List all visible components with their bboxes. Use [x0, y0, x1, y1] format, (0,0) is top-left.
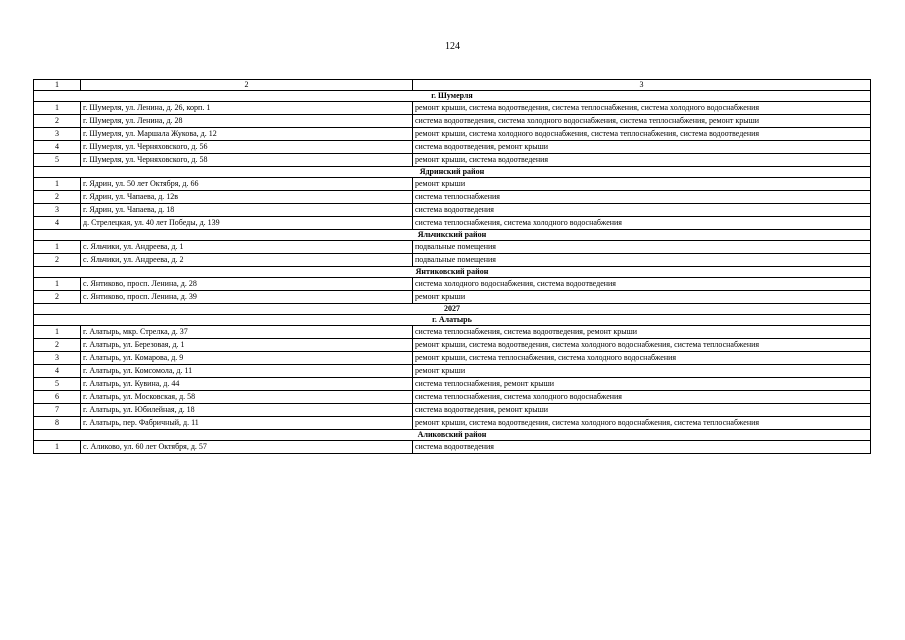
row-number: 2	[34, 339, 81, 352]
row-number: 4	[34, 141, 81, 154]
row-address: г. Ядрин, ул. Чапаева, д. 18	[81, 204, 413, 217]
row-works: ремонт крыши, система водоотведения, система холодного водоснабжения, система теплоснабжения	[413, 417, 871, 430]
table-row	[34, 191, 871, 204]
row-works: система водоотведения, система холодного водоснабжения, система теплоснабжения, ремонт крыши	[413, 115, 871, 128]
row-address: г. Алатырь, ул. Комарова, д. 9	[81, 352, 413, 365]
table-row	[34, 378, 871, 391]
table-row	[34, 352, 871, 365]
table-row	[34, 441, 871, 454]
header-col-works: 3	[413, 80, 871, 91]
row-number: 3	[34, 204, 81, 217]
row-address: г. Шумерля, ул. Черняховского, д. 56	[81, 141, 413, 154]
row-works: система теплоснабжения, ремонт крыши	[413, 378, 871, 391]
table-row	[34, 178, 871, 191]
row-works: система теплоснабжения, система водоотведения, ремонт крыши	[413, 326, 871, 339]
table-row	[34, 391, 871, 404]
row-address: с. Янтиково, просп. Ленина, д. 28	[81, 278, 413, 291]
row-works: система водоотведения, ремонт крыши	[413, 404, 871, 417]
row-number: 2	[34, 191, 81, 204]
row-works: ремонт крыши, система холодного водоснабжения, система теплоснабжения, система водоотведения	[413, 128, 871, 141]
row-works: система водоотведения	[413, 204, 871, 217]
row-works: система водоотведения	[413, 441, 871, 454]
table-row	[34, 254, 871, 267]
section-title: Янтиковский район	[34, 267, 871, 278]
row-address: г. Алатырь, ул. Комсомола, д. 11	[81, 365, 413, 378]
row-address: г. Ядрин, ул. 50 лет Октября, д. 66	[81, 178, 413, 191]
table-row	[34, 217, 871, 230]
section-row	[34, 304, 871, 315]
row-number: 3	[34, 128, 81, 141]
header-col-address: 2	[81, 80, 413, 91]
section-row	[34, 315, 871, 326]
row-works: ремонт крыши, система водоотведения, система теплоснабжения, система холодного водоснабжения	[413, 102, 871, 115]
row-number: 8	[34, 417, 81, 430]
row-works: подвальные помещения	[413, 254, 871, 267]
row-number: 1	[34, 102, 81, 115]
row-number: 1	[34, 278, 81, 291]
row-works: система теплоснабжения, система холодного водоснабжения	[413, 217, 871, 230]
row-address: г. Алатырь, ул. Кувина, д. 44	[81, 378, 413, 391]
row-address: г. Алатырь, пер. Фабричный, д. 11	[81, 417, 413, 430]
row-number: 7	[34, 404, 81, 417]
section-title: Аликовский район	[34, 430, 871, 441]
section-title: г. Шумерля	[34, 91, 871, 102]
row-works: ремонт крыши	[413, 365, 871, 378]
row-works: система теплоснабжения, система холодного водоснабжения	[413, 391, 871, 404]
row-number: 1	[34, 326, 81, 339]
row-number: 4	[34, 365, 81, 378]
row-works: ремонт крыши, система водоотведения, система холодного водоснабжения, система теплоснабжения	[413, 339, 871, 352]
table-row	[34, 404, 871, 417]
row-number: 1	[34, 241, 81, 254]
page-number: 124	[445, 41, 460, 52]
row-address: д. Стрелецкая, ул. 40 лет Победы, д. 139	[81, 217, 413, 230]
table-row	[34, 141, 871, 154]
row-number: 5	[34, 378, 81, 391]
row-address: г. Шумерля, ул. Маршала Жукова, д. 12	[81, 128, 413, 141]
table-row	[34, 417, 871, 430]
row-address: г. Шумерля, ул. Ленина, д. 26, корп. 1	[81, 102, 413, 115]
row-works: ремонт крыши, система теплоснабжения, система холодного водоснабжения	[413, 352, 871, 365]
section-row	[34, 91, 871, 102]
table-row	[34, 154, 871, 167]
table-row	[34, 278, 871, 291]
row-address: с. Яльчики, ул. Андреева, д. 2	[81, 254, 413, 267]
row-address: г. Алатырь, мкр. Стрелка, д. 37	[81, 326, 413, 339]
row-address: с. Яльчики, ул. Андреева, д. 1	[81, 241, 413, 254]
section-row	[34, 230, 871, 241]
row-address: г. Алатырь, ул. Березовая, д. 1	[81, 339, 413, 352]
table-row	[34, 339, 871, 352]
table-row	[34, 365, 871, 378]
row-works: ремонт крыши	[413, 178, 871, 191]
table-row	[34, 115, 871, 128]
works-table	[33, 79, 871, 454]
row-number: 3	[34, 352, 81, 365]
row-address: г. Шумерля, ул. Черняховского, д. 58	[81, 154, 413, 167]
table-row	[34, 241, 871, 254]
row-address: с. Аликово, ул. 60 лет Октября, д. 57	[81, 441, 413, 454]
table-row	[34, 102, 871, 115]
row-number: 4	[34, 217, 81, 230]
row-number: 2	[34, 291, 81, 304]
table-row	[34, 326, 871, 339]
row-works: ремонт крыши, система водоотведения	[413, 154, 871, 167]
row-works: система холодного водоснабжения, система водоотведения	[413, 278, 871, 291]
table-row	[34, 291, 871, 304]
row-works: система теплоснабжения	[413, 191, 871, 204]
table-row	[34, 128, 871, 141]
section-row	[34, 430, 871, 441]
section-row	[34, 267, 871, 278]
table-header-row	[34, 80, 871, 91]
row-number: 2	[34, 115, 81, 128]
row-address: г. Алатырь, ул. Московская, д. 58	[81, 391, 413, 404]
row-address: г. Ядрин, ул. Чапаева, д. 12в	[81, 191, 413, 204]
section-title: Яльчикский район	[34, 230, 871, 241]
section-row	[34, 167, 871, 178]
row-works: система водоотведения, ремонт крыши	[413, 141, 871, 154]
row-address: г. Шумерля, ул. Ленина, д. 28	[81, 115, 413, 128]
row-number: 2	[34, 254, 81, 267]
section-title: г. Алатырь	[34, 315, 871, 326]
table-row	[34, 204, 871, 217]
section-title: Ядринский район	[34, 167, 871, 178]
row-address: с. Янтиково, просп. Ленина, д. 39	[81, 291, 413, 304]
row-works: ремонт крыши	[413, 291, 871, 304]
row-number: 1	[34, 178, 81, 191]
table-body	[34, 80, 871, 454]
row-number: 5	[34, 154, 81, 167]
row-number: 1	[34, 441, 81, 454]
row-number: 6	[34, 391, 81, 404]
row-works: подвальные помещения	[413, 241, 871, 254]
row-address: г. Алатырь, ул. Юбилейная, д. 18	[81, 404, 413, 417]
section-title: 2027	[34, 304, 871, 315]
header-col-number: 1	[34, 80, 81, 91]
